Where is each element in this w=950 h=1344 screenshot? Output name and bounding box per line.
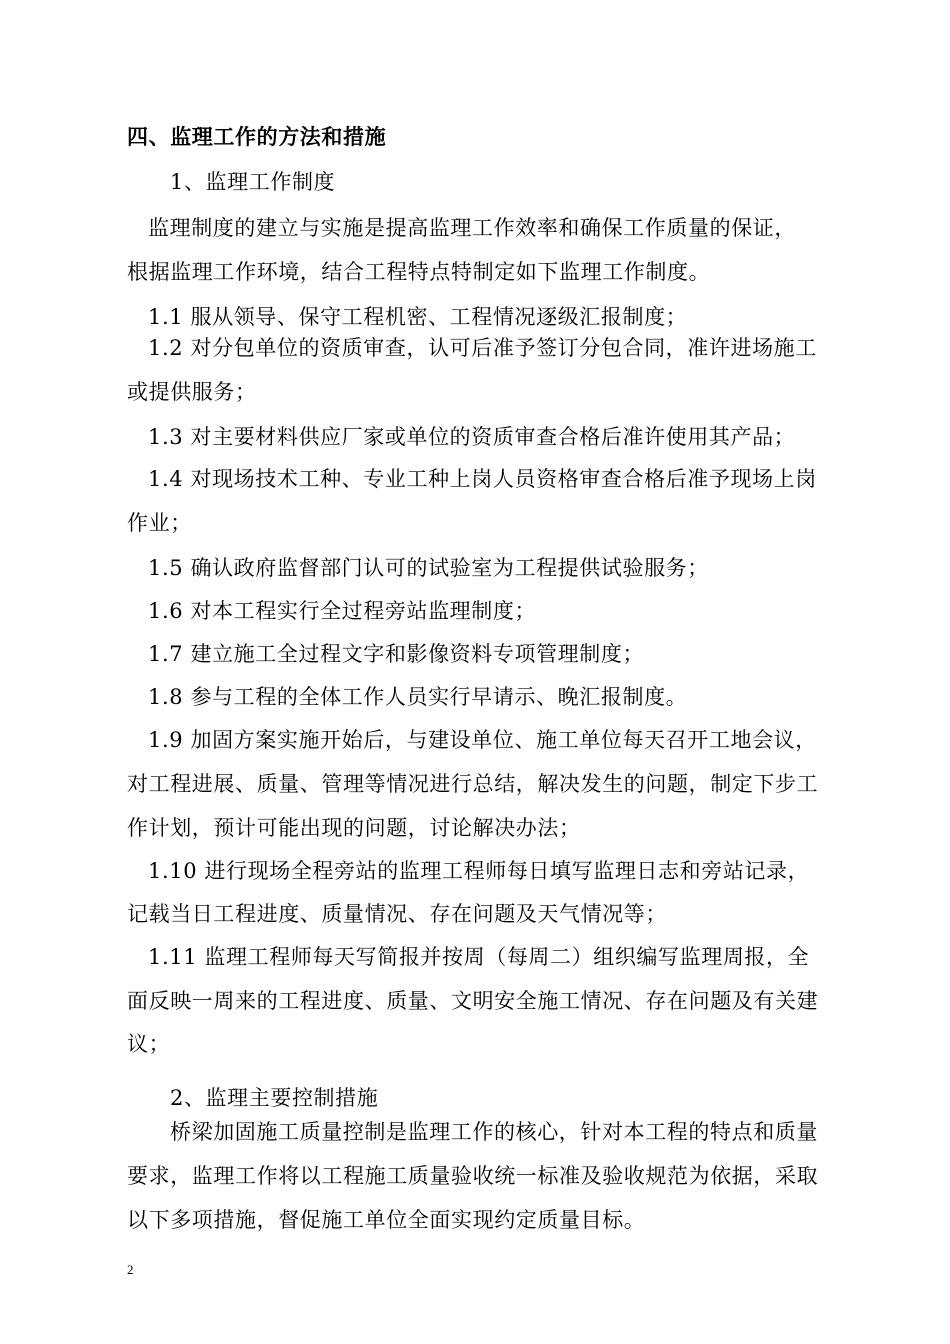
paragraph-line: 以下多项措施，督促施工单位全面实现约定质量目标。: [127, 1208, 646, 1232]
section-heading: 四、监理工作的方法和措施: [127, 125, 387, 149]
list-item-continuation: 作业；: [127, 511, 192, 535]
list-item: 1.6 对本工程实行全过程旁站监理制度；: [148, 599, 537, 623]
paragraph-line: 要求，监理工作将以工程施工质量验收统一标准及验收规范为依据，采取: [127, 1164, 819, 1188]
list-item: 1.7 建立施工全过程文字和影像资料专项管理制度；: [148, 642, 645, 666]
paragraph-line: 桥梁加固施工质量控制是监理工作的核心，针对本工程的特点和质量: [170, 1120, 818, 1144]
subsection-title: 1、监理工作制度: [170, 170, 336, 194]
page-number: 2: [127, 1262, 134, 1277]
list-item: 1.11 监理工程师每天写简报并按周（每周二）组织编写监理周报，全: [148, 945, 810, 969]
list-item: 1.1 服从领导、保守工程机密、工程情况逐级汇报制度；: [148, 305, 688, 329]
list-item: 1.9 加固方案实施开始后，与建设单位、施工单位每天召开工地会议，: [148, 728, 817, 752]
list-item: 1.2 对分包单位的资质审查，认可后准予签订分包合同，准许进场施工: [148, 336, 817, 360]
list-item: 1.3 对主要材料供应厂家或单位的资质审查合格后准许使用其产品；: [148, 425, 796, 449]
list-item-continuation: 面反映一周来的工程进度、质量、文明安全施工情况、存在问题及有关建: [127, 989, 819, 1013]
list-item-continuation: 记载当日工程进度、质量情况、存在问题及天气情况等；: [127, 902, 667, 926]
subsection-title: 2、监理主要控制措施: [170, 1086, 379, 1110]
list-item: 1.10 进行现场全程旁站的监理工程师每日填写监理日志和旁站记录，: [148, 859, 810, 883]
list-item-continuation: 作计划，预计可能出现的问题，讨论解决办法；: [127, 816, 581, 840]
paragraph-line: 根据监理工作环境，结合工程特点特制定如下监理工作制度。: [127, 260, 711, 284]
list-item-continuation: 议；: [127, 1032, 171, 1056]
list-item-continuation: 对工程进展、质量、管理等情况进行总结，解决发生的问题，制定下步工: [127, 772, 819, 796]
list-item: 1.8 参与工程的全体工作人员实行早请示、晚汇报制度。: [148, 685, 688, 709]
paragraph-line: 监理制度的建立与实施是提高监理工作效率和确保工作质量的保证，: [148, 216, 796, 240]
list-item: 1.4 对现场技术工种、专业工种上岗人员资格审查合格后准予现场上岗: [148, 467, 817, 491]
list-item: 1.5 确认政府监督部门认可的试验室为工程提供试验服务；: [148, 556, 709, 580]
list-item-continuation: 或提供服务；: [127, 380, 257, 404]
